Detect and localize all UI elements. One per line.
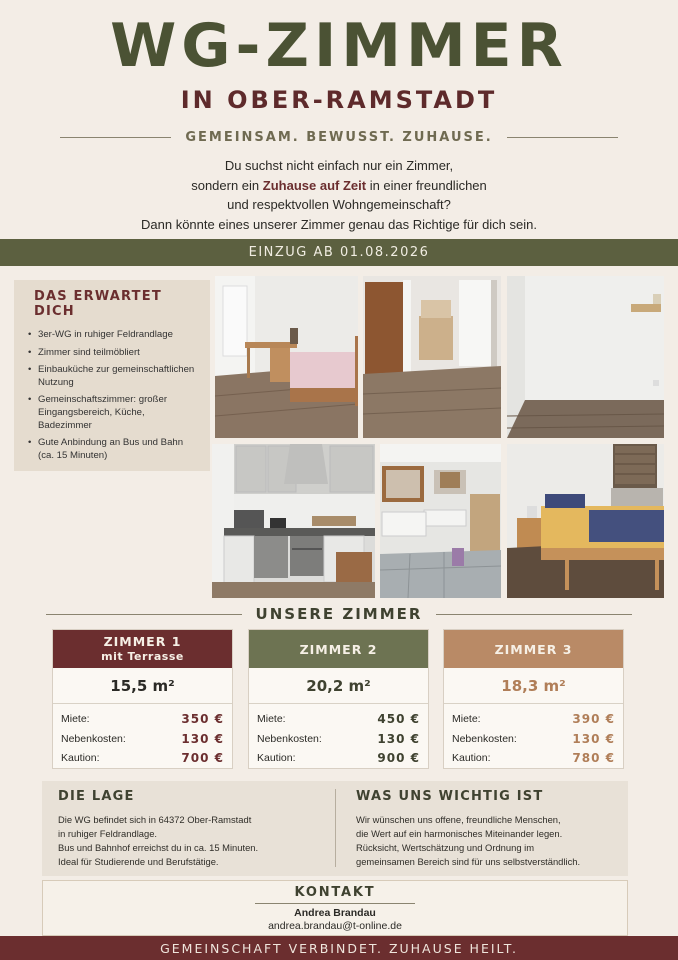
empty-room-photo — [507, 276, 664, 438]
deposit-label: Kaution: — [452, 752, 491, 764]
contact-name: Andrea Brandau — [294, 907, 376, 919]
location-line: in ruhiger Feldrandlage. — [58, 828, 158, 839]
bathroom-photo — [380, 444, 501, 598]
list-item: • Einbauküche zur gemeinschaftlichen Nutzung — [26, 364, 200, 389]
values-title: WAS UNS WICHTIG IST — [356, 789, 544, 804]
rent-label: Miete: — [452, 713, 481, 725]
kitchen-photo — [212, 444, 375, 598]
deposit-value: 780 € — [572, 751, 615, 765]
deposit-row — [257, 749, 420, 769]
values-line: Rücksicht, Wertschätzung und Ordnung im — [356, 842, 535, 853]
room-costs — [444, 704, 623, 769]
deposit-row — [452, 749, 615, 769]
room-subtitle: mit Terrasse — [101, 650, 184, 663]
rent-label: Miete: — [257, 713, 286, 725]
list-item: • 3er-WG in ruhiger Feldrandlage — [26, 329, 200, 342]
extra-costs-value: 130 € — [181, 731, 224, 746]
extra-costs-row — [61, 730, 224, 750]
rooms-heading: UNSERE ZIMMER — [255, 605, 423, 623]
divider-left — [46, 614, 242, 615]
contact-email[interactable]: andrea.brandau@t-online.de — [268, 920, 402, 932]
tagline-row — [60, 126, 618, 148]
room-card-header — [444, 630, 623, 668]
values-line: Wir wünschen uns offene, freundliche Menschen, — [356, 814, 561, 825]
info-box — [42, 781, 628, 876]
extra-costs-value: 130 € — [377, 731, 420, 746]
room-card-header — [53, 630, 232, 668]
rent-row — [61, 710, 224, 730]
divider-left — [60, 137, 171, 138]
room-size: 20,2 m² — [249, 668, 428, 704]
rent-value: 350 € — [181, 712, 224, 726]
values-line: gemeinsamen Bereich sind für uns selbstverständlich. — [356, 856, 581, 867]
rent-value: 390 € — [572, 712, 615, 726]
intro-line-2-start: sondern ein — [191, 177, 263, 193]
extra-costs-value: 130 € — [572, 731, 615, 746]
expect-box — [14, 280, 210, 471]
contact-box — [42, 880, 628, 936]
intro-line-2-end: in einer freundlichen — [366, 177, 487, 193]
room-size: 18,3 m² — [444, 668, 623, 704]
intro-line-3: und respektvollen Wohngemeinschaft? — [227, 197, 451, 212]
values-section — [356, 789, 580, 869]
location-title: DIE LAGE — [58, 789, 135, 804]
deposit-value: 700 € — [181, 751, 224, 765]
contact-divider — [255, 903, 415, 904]
deposit-label: Kaution: — [257, 752, 296, 764]
room-name: ZIMMER 3 — [494, 641, 573, 657]
rooms-heading-row — [46, 603, 632, 625]
extra-costs-label: Nebenkosten: — [452, 732, 517, 745]
location-line: Ideal für Studierende und Berufstätige. — [58, 856, 219, 867]
extra-costs-row — [452, 730, 615, 750]
deposit-label: Kaution: — [61, 752, 100, 764]
room-name: ZIMMER 1 — [103, 634, 182, 649]
deposit-row — [61, 749, 224, 769]
intro-line-2 — [0, 176, 678, 196]
rent-value: 450 € — [377, 712, 420, 726]
location-line: Die WG befindet sich in 64372 Ober-Ramstadt — [58, 814, 252, 825]
page-title: WG-ZIMMER — [110, 11, 568, 81]
divider-right — [507, 137, 618, 138]
section-divider — [335, 789, 336, 867]
room-bed-window-photo — [507, 444, 664, 598]
divider-right — [436, 614, 632, 615]
extra-costs-label: Nebenkosten: — [257, 732, 322, 745]
rent-row — [257, 710, 420, 730]
expect-list — [26, 329, 200, 462]
intro-line-1: Du suchst nicht einfach nur ein Zimmer, — [224, 158, 454, 173]
hallway-door-photo — [363, 276, 501, 438]
room-desk-bed-photo — [215, 276, 358, 438]
intro-line-4: Dann könnte eines unserer Zimmer genau das Richtige für dich sein. — [141, 216, 537, 232]
list-item: • Zimmer sind teilmöbliert — [26, 347, 200, 360]
list-item: • Gute Anbindung an Bus und Bahn (ca. 15 Minuten) — [26, 437, 200, 462]
move-in-banner: EINZUG AB 01.08.2026 — [0, 239, 678, 266]
intro-text — [0, 156, 678, 234]
extra-costs-label: Nebenkosten: — [61, 732, 126, 745]
room-card-header — [249, 630, 428, 668]
room-size: 15,5 m² — [53, 668, 232, 704]
contact-title: KONTAKT — [294, 885, 376, 900]
room-name: ZIMMER 2 — [299, 641, 378, 657]
location-line: Bus und Bahnhof erreichst du in ca. 15 Minuten. — [58, 842, 259, 853]
room-card-1 — [52, 629, 233, 769]
room-costs — [249, 704, 428, 769]
list-item: • Gemeinschaftszimmer: großer Eingangsbereich, Küche, Badezimmer — [26, 394, 200, 432]
extra-costs-row — [257, 730, 420, 750]
room-costs — [53, 704, 232, 769]
values-line: die Wert auf ein harmonisches Miteinander legen. — [356, 828, 563, 839]
room-card-3 — [443, 629, 624, 769]
page-subtitle: IN OBER-RAMSTADT — [180, 86, 498, 114]
deposit-value: 900 € — [377, 751, 420, 765]
footer-banner: GEMEINSCHAFT VERBINDET. ZUHAUSE HEILT. — [0, 936, 678, 960]
room-card-2 — [248, 629, 429, 769]
expect-title: DAS ERWARTET DICH — [34, 289, 162, 319]
rent-label: Miete: — [61, 713, 90, 725]
intro-highlight: Zuhause auf Zeit — [262, 177, 367, 193]
rent-row — [452, 710, 615, 730]
tagline: GEMEINSAM. BEWUSST. ZUHAUSE. — [185, 129, 493, 145]
location-section — [58, 789, 258, 869]
